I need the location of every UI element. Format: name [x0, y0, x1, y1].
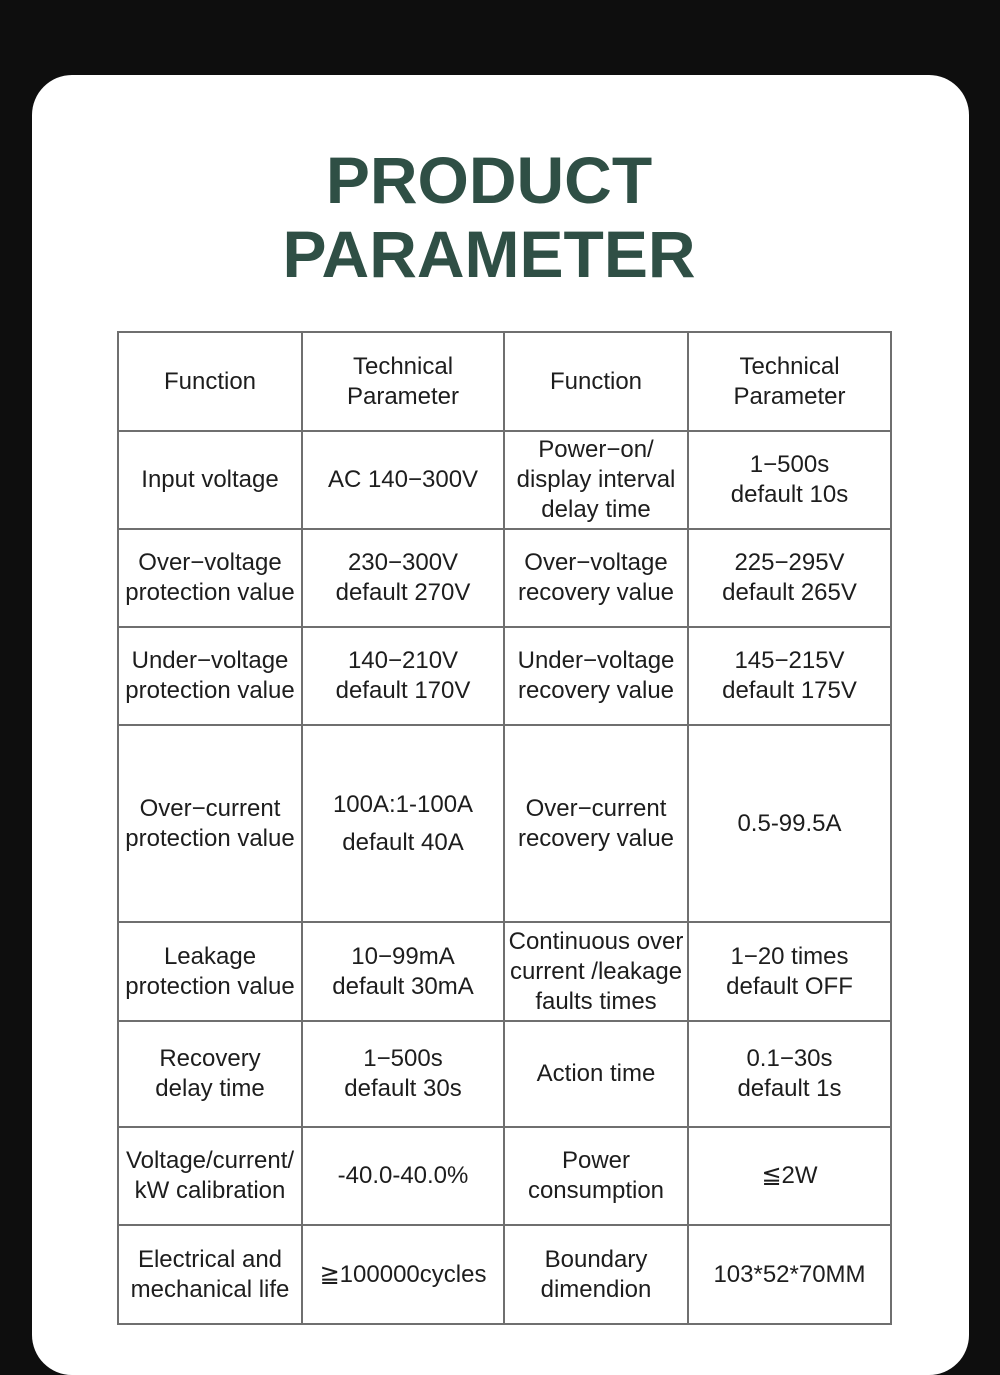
parameter-cell: 1−20 times default OFF — [688, 922, 891, 1021]
function-cell: Action time — [504, 1021, 688, 1127]
parameter-cell: -40.0-40.0% — [302, 1127, 504, 1225]
parameter-cell: 0.5-99.5A — [688, 725, 891, 922]
table-row — [118, 725, 891, 922]
table-header-row — [118, 332, 891, 431]
function-cell: Recovery delay time — [118, 1021, 302, 1127]
parameter-cell: AC 140−300V — [302, 431, 504, 529]
function-cell: Input voltage — [118, 431, 302, 529]
header-technical-parameter-1: Technical Parameter — [302, 332, 504, 431]
table-row — [118, 627, 891, 725]
table-row — [118, 922, 891, 1021]
function-cell: Electrical and mechanical life — [118, 1225, 302, 1324]
function-cell: Over−current recovery value — [504, 725, 688, 922]
parameter-cell: 140−210V default 170V — [302, 627, 504, 725]
table-row — [118, 1021, 891, 1127]
function-cell: Voltage/current/ kW calibration — [118, 1127, 302, 1225]
function-cell: Over−voltage protection value — [118, 529, 302, 627]
function-cell: Over−current protection value — [118, 725, 302, 922]
function-cell: Over−voltage recovery value — [504, 529, 688, 627]
parameter-cell: 100A:1-100A default 40A — [302, 725, 504, 922]
header-function-2: Function — [504, 332, 688, 431]
table-row — [118, 529, 891, 627]
function-cell: Continuous over current /leakage faults times — [504, 922, 688, 1021]
function-cell: Leakage protection value — [118, 922, 302, 1021]
parameter-cell: 1−500s default 30s — [302, 1021, 504, 1127]
parameter-cell: ≧100000cycles — [302, 1225, 504, 1324]
parameter-cell: 225−295V default 265V — [688, 529, 891, 627]
page-title — [0, 143, 978, 291]
function-cell: Boundary dimendion — [504, 1225, 688, 1324]
parameter-cell: 0.1−30s default 1s — [688, 1021, 891, 1127]
table-row — [118, 1127, 891, 1225]
parameter-cell: 1−500s default 10s — [688, 431, 891, 529]
header-function-1: Function — [118, 332, 302, 431]
function-cell: Power consumption — [504, 1127, 688, 1225]
parameter-cell: 103*52*70MM — [688, 1225, 891, 1324]
parameter-cell: 145−215V default 175V — [688, 627, 891, 725]
parameter-table — [117, 331, 892, 1325]
table-row — [118, 1225, 891, 1324]
title-line-2: PARAMETER — [282, 217, 696, 291]
parameter-cell: ≦2W — [688, 1127, 891, 1225]
parameter-cell: 230−300V default 270V — [302, 529, 504, 627]
header-technical-parameter-2: Technical Parameter — [688, 332, 891, 431]
function-cell: Under−voltage protection value — [118, 627, 302, 725]
title-line-1: PRODUCT — [325, 143, 653, 217]
table-row — [118, 431, 891, 529]
function-cell: Power−on/ display interval delay time — [504, 431, 688, 529]
parameter-cell: 10−99mA default 30mA — [302, 922, 504, 1021]
function-cell: Under−voltage recovery value — [504, 627, 688, 725]
